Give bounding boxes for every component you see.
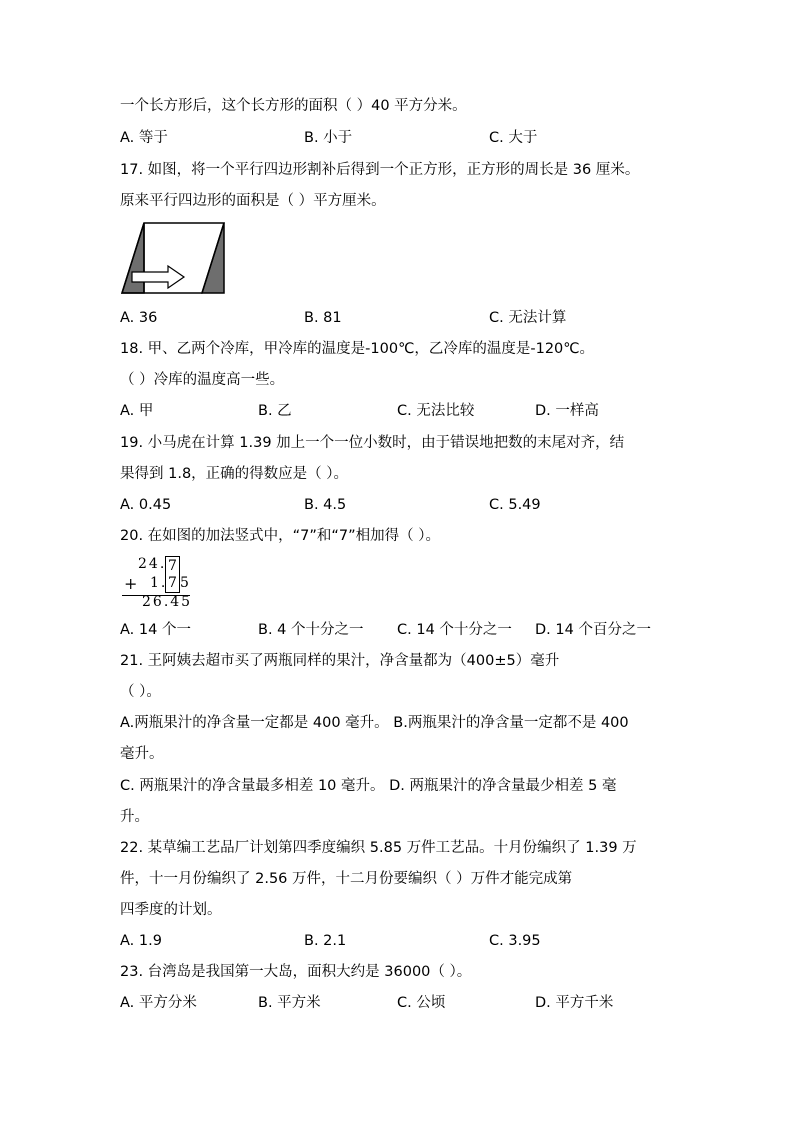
- q22-option-c[interactable]: C. 3.95: [489, 933, 541, 949]
- q16-option-b[interactable]: B. 小于: [304, 130, 353, 146]
- q21-options-ab[interactable]: A.两瓶果汁的净含量一定都是 400 毫升。 B.两瓶果汁的净含量一定都不是 400: [120, 715, 629, 731]
- q21-text-line2: （ ）。: [120, 684, 161, 700]
- q23-option-a[interactable]: A. 平方分米: [120, 995, 197, 1011]
- plus-sign: +: [124, 574, 138, 593]
- top-number-int: 24.: [138, 556, 167, 572]
- q17-text-line1: 17. 如图，将一个平行四边形割补后得到一个正方形，正方形的周长是 36 厘米。: [120, 162, 640, 178]
- q18-option-c[interactable]: C. 无法比较: [397, 403, 475, 419]
- q20-option-b[interactable]: B. 4 个十分之一: [258, 622, 364, 638]
- q23-option-d[interactable]: D. 平方千米: [535, 995, 614, 1011]
- q20-text-line1: 20. 在如图的加法竖式中，“7”和“7”相加得（ ）。: [120, 528, 441, 544]
- q17-option-a[interactable]: A. 36: [120, 310, 158, 326]
- q16-option-a[interactable]: A. 等于: [120, 130, 168, 146]
- q18-option-a[interactable]: A. 甲: [120, 403, 154, 419]
- vertical-addition-figure: [120, 556, 200, 612]
- q18-option-d[interactable]: D. 一样高: [535, 403, 599, 419]
- q19-text-line1: 19. 小马虎在计算 1.39 加上一个一位小数时，由于错误地把数的末尾对齐，结: [120, 435, 625, 451]
- q22-text-line1: 22. 某草编工艺品厂计划第四季度编织 5.85 万件工艺品。十月份编织了 1.39 万: [120, 840, 637, 856]
- q19-option-b[interactable]: B. 4.5: [304, 497, 347, 513]
- q18-text-line2: （ ）冷库的温度高一些。: [120, 372, 285, 388]
- top-number-boxed-digit: 7: [165, 556, 180, 575]
- q17-text-line2: 原来平行四边形的面积是（ ）平方厘米。: [120, 193, 386, 209]
- q16-option-c[interactable]: C. 大于: [489, 130, 538, 146]
- sum-result: 26.45: [142, 594, 193, 610]
- q22-option-a[interactable]: A. 1.9: [120, 933, 162, 949]
- q22-option-b[interactable]: B. 2.1: [304, 933, 347, 949]
- parallelogram-figure: [118, 220, 228, 296]
- q19-option-a[interactable]: A. 0.45: [120, 497, 172, 513]
- q19-option-c[interactable]: C. 5.49: [489, 497, 541, 513]
- bottom-number-boxed-digit: 7: [165, 574, 180, 593]
- q16-text: 一个长方形后，这个长方形的面积（ ）40 平方分米。: [120, 98, 467, 114]
- q20-option-d[interactable]: D. 14 个百分之一: [535, 622, 651, 638]
- q21-options-cd-continued: 升。: [120, 809, 149, 825]
- q19-text-line2: 果得到 1.8，正确的得数应是（ ）。: [120, 466, 349, 482]
- q21-options-cd[interactable]: C. 两瓶果汁的净含量最多相差 10 毫升。 D. 两瓶果汁的净含量最少相差 5 毫: [120, 778, 617, 794]
- q23-option-b[interactable]: B. 平方米: [258, 995, 321, 1011]
- q23-option-c[interactable]: C. 公顷: [397, 995, 446, 1011]
- q23-text-line1: 23. 台湾岛是我国第一大岛，面积大约是 36000（ ）。: [120, 964, 472, 980]
- q17-option-c[interactable]: C. 无法计算: [489, 310, 567, 326]
- q17-option-b[interactable]: B. 81: [304, 310, 342, 326]
- q22-text-line2: 件，十一月份编织了 2.56 万件，十二月份要编织（ ）万件才能完成第: [120, 871, 573, 887]
- q18-text-line1: 18. 甲、乙两个冷库，甲冷库的温度是-100℃，乙冷库的温度是-120℃。: [120, 341, 595, 357]
- q18-option-b[interactable]: B. 乙: [258, 403, 292, 419]
- q21-options-ab-continued: 毫升。: [120, 746, 164, 762]
- q22-text-line3: 四季度的计划。: [120, 902, 222, 918]
- q21-text-line1: 21. 王阿姨去超市买了两瓶同样的果汁，净含量都为（400±5）毫升: [120, 653, 560, 669]
- q20-option-a[interactable]: A. 14 个一: [120, 622, 191, 638]
- bottom-number-tail: 5: [180, 575, 189, 591]
- bottom-number-int: 1.: [150, 575, 168, 591]
- q20-option-c[interactable]: C. 14 个十分之一: [397, 622, 512, 638]
